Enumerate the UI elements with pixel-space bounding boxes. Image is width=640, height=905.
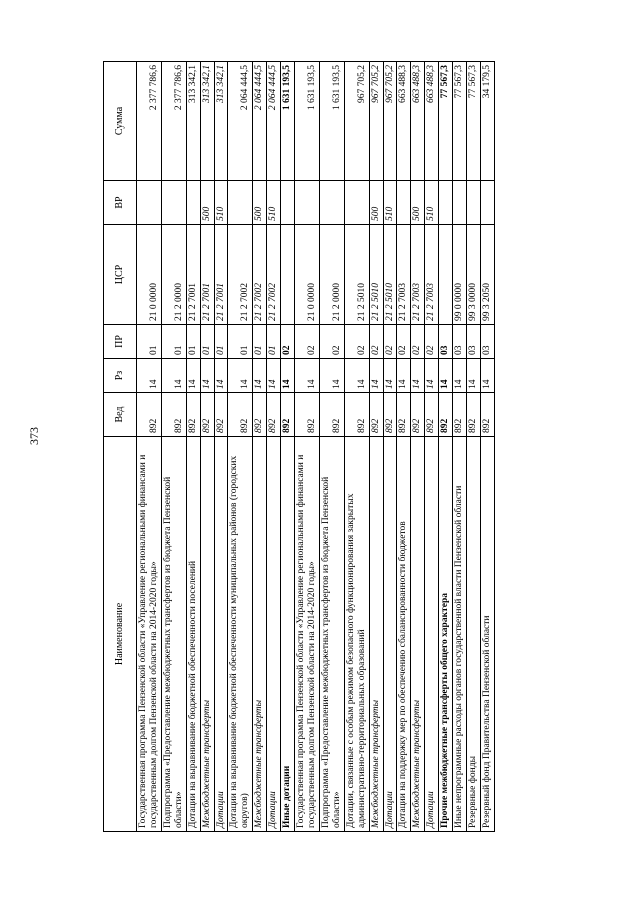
row-name: Дотации — [383, 437, 397, 832]
row-pr: 02 — [319, 325, 344, 359]
row-sum: 313 342,1 — [214, 62, 228, 181]
row-ved: 892 — [186, 393, 200, 437]
row-ved: 892 — [397, 393, 411, 437]
row-sum: 663 488,3 — [425, 62, 439, 181]
row-rz: 14 — [319, 359, 344, 393]
row-vr: 510 — [425, 181, 439, 225]
row-vr — [281, 181, 295, 225]
table-row — [425, 62, 439, 832]
row-vr — [161, 181, 186, 225]
row-sum: 2 377 786,6 — [137, 62, 162, 181]
row-rz: 14 — [186, 359, 200, 393]
table-row — [411, 62, 425, 832]
row-rz: 14 — [453, 359, 467, 393]
row-vr — [397, 181, 411, 225]
row-ved: 892 — [267, 393, 281, 437]
row-sum: 663 488,3 — [397, 62, 411, 181]
row-name: Дотации на поддержку мер по обеспечению сбалансированности бюджетов — [397, 437, 411, 832]
row-name: Подпрограмма «Предоставление межбюджетных трансфертов из бюджета Пензенской области» — [319, 437, 344, 832]
row-vr: 510 — [267, 181, 281, 225]
row-name: Межбюджетные трансферты — [369, 437, 383, 832]
row-ved: 892 — [411, 393, 425, 437]
table-body — [137, 62, 495, 832]
row-pr: 01 — [186, 325, 200, 359]
row-csr: 21 2 7002 — [253, 225, 267, 325]
row-sum: 1 631 193,5 — [319, 62, 344, 181]
row-vr: 500 — [200, 181, 214, 225]
row-pr: 02 — [383, 325, 397, 359]
table-row — [383, 62, 397, 832]
row-vr: 500 — [411, 181, 425, 225]
row-ved: 892 — [214, 393, 228, 437]
row-csr: 21 0 0000 — [295, 225, 320, 325]
row-pr: 01 — [161, 325, 186, 359]
table-row — [453, 62, 467, 832]
row-ved: 892 — [161, 393, 186, 437]
table-row — [267, 62, 281, 832]
row-ved: 892 — [383, 393, 397, 437]
row-ved: 892 — [344, 393, 369, 437]
row-sum: 1 631 193,5 — [295, 62, 320, 181]
row-rz: 14 — [267, 359, 281, 393]
row-vr — [344, 181, 369, 225]
row-rz: 14 — [344, 359, 369, 393]
row-name: Дотации, связанные с особым режимом безопасного функционирования закрытых административно-территориальных образований — [344, 437, 369, 832]
table-row — [161, 62, 186, 832]
row-pr: 03 — [480, 325, 494, 359]
row-csr: 21 2 5010 — [383, 225, 397, 325]
row-name: Межбюджетные трансферты — [411, 437, 425, 832]
row-rz: 14 — [369, 359, 383, 393]
header-sum: Сумма — [104, 62, 137, 181]
table-row — [186, 62, 200, 832]
row-name: Прочие межбюджетные трансферты общего характера — [439, 437, 453, 832]
row-csr: 21 2 5010 — [344, 225, 369, 325]
table-row — [397, 62, 411, 832]
table-row — [253, 62, 267, 832]
row-pr: 01 — [200, 325, 214, 359]
row-rz: 14 — [411, 359, 425, 393]
row-vr — [319, 181, 344, 225]
row-sum: 967 705,2 — [344, 62, 369, 181]
row-csr — [439, 225, 453, 325]
row-pr: 02 — [295, 325, 320, 359]
row-csr: 99 3 2050 — [480, 225, 494, 325]
row-ved: 892 — [480, 393, 494, 437]
row-rz: 14 — [425, 359, 439, 393]
header-vr: ВР — [104, 181, 137, 225]
row-csr: 21 2 0000 — [161, 225, 186, 325]
row-vr — [295, 181, 320, 225]
row-ved: 892 — [319, 393, 344, 437]
row-sum: 77 567,3 — [467, 62, 481, 181]
row-csr: 21 2 7003 — [425, 225, 439, 325]
row-vr — [467, 181, 481, 225]
row-csr: 21 2 7001 — [186, 225, 200, 325]
table-row — [344, 62, 369, 832]
row-name: Иные дотации — [281, 437, 295, 832]
row-name: Резервные фонды — [467, 437, 481, 832]
row-csr: 99 3 0000 — [467, 225, 481, 325]
row-vr: 510 — [214, 181, 228, 225]
row-csr: 99 0 0000 — [453, 225, 467, 325]
row-ved: 892 — [137, 393, 162, 437]
budget-table-container — [103, 62, 553, 832]
row-vr — [453, 181, 467, 225]
row-ved: 892 — [228, 393, 253, 437]
row-csr: 21 0 0000 — [137, 225, 162, 325]
row-rz: 14 — [383, 359, 397, 393]
row-name: Межбюджетные трансферты — [200, 437, 214, 832]
row-sum: 2 064 444,5 — [267, 62, 281, 181]
row-csr — [281, 225, 295, 325]
row-name: Межбюджетные трансферты — [253, 437, 267, 832]
row-rz: 14 — [253, 359, 267, 393]
row-sum: 2 064 444,5 — [253, 62, 267, 181]
row-vr — [480, 181, 494, 225]
table-row — [467, 62, 481, 832]
row-vr — [439, 181, 453, 225]
table-row — [228, 62, 253, 832]
row-ved: 892 — [467, 393, 481, 437]
row-pr: 01 — [253, 325, 267, 359]
row-csr: 21 2 0000 — [319, 225, 344, 325]
row-pr: 02 — [369, 325, 383, 359]
row-ved: 892 — [369, 393, 383, 437]
row-csr: 21 2 7001 — [214, 225, 228, 325]
row-sum: 313 342,1 — [200, 62, 214, 181]
row-vr — [186, 181, 200, 225]
row-pr: 02 — [397, 325, 411, 359]
row-rz: 14 — [161, 359, 186, 393]
row-name: Дотации — [267, 437, 281, 832]
row-rz: 14 — [137, 359, 162, 393]
header-csr: ЦСР — [104, 225, 137, 325]
row-rz: 14 — [200, 359, 214, 393]
row-csr: 21 2 7001 — [200, 225, 214, 325]
row-rz: 14 — [467, 359, 481, 393]
table-row — [439, 62, 453, 832]
row-name: Дотации — [425, 437, 439, 832]
table-row — [295, 62, 320, 832]
row-csr: 21 2 7002 — [267, 225, 281, 325]
row-pr: 02 — [425, 325, 439, 359]
row-rz: 14 — [281, 359, 295, 393]
row-csr: 21 2 7003 — [397, 225, 411, 325]
header-rz: Рз — [104, 359, 137, 393]
row-sum: 2 377 786,6 — [161, 62, 186, 181]
row-rz: 14 — [228, 359, 253, 393]
row-sum: 313 342,1 — [186, 62, 200, 181]
row-csr: 21 2 7003 — [411, 225, 425, 325]
row-name: Дотации на выравнивание бюджетной обеспеченности муниципальных районов (городских округов) — [228, 437, 253, 832]
row-pr: 03 — [439, 325, 453, 359]
header-name: Наименование — [104, 437, 137, 832]
row-rz: 14 — [439, 359, 453, 393]
row-rz: 14 — [397, 359, 411, 393]
row-name: Подпрограмма «Предоставление межбюджетных трансфертов из бюджета Пензенской области» — [161, 437, 186, 832]
table-row — [200, 62, 214, 832]
row-pr: 02 — [281, 325, 295, 359]
row-vr: 500 — [369, 181, 383, 225]
row-sum: 1 631 193,5 — [281, 62, 295, 181]
row-ved: 892 — [253, 393, 267, 437]
table-row — [137, 62, 162, 832]
row-ved: 892 — [295, 393, 320, 437]
row-vr: 510 — [383, 181, 397, 225]
row-ved: 892 — [439, 393, 453, 437]
table-row — [369, 62, 383, 832]
row-pr: 01 — [137, 325, 162, 359]
budget-table — [103, 61, 495, 832]
row-sum: 77 567,3 — [439, 62, 453, 181]
page-number: 373 — [27, 427, 41, 445]
header-ved: Вед — [104, 393, 137, 437]
row-sum: 663 488,3 — [411, 62, 425, 181]
row-vr — [228, 181, 253, 225]
row-pr: 01 — [214, 325, 228, 359]
table-row — [214, 62, 228, 832]
row-sum: 967 705,2 — [383, 62, 397, 181]
row-csr: 21 2 7002 — [228, 225, 253, 325]
row-rz: 14 — [214, 359, 228, 393]
row-pr: 01 — [228, 325, 253, 359]
row-name: Иные непрограммные расходы органов государственной власти Пензенской области — [453, 437, 467, 832]
row-name: Государственная программа Пензенской области «Управление региональными финансами и государственным долгом Пензенской области на 2014-2020 годы» — [295, 437, 320, 832]
row-vr: 500 — [253, 181, 267, 225]
row-name: Дотации — [214, 437, 228, 832]
row-rz: 14 — [295, 359, 320, 393]
table-row — [319, 62, 344, 832]
row-csr: 21 2 5010 — [369, 225, 383, 325]
row-sum: 34 179,5 — [480, 62, 494, 181]
row-ved: 892 — [453, 393, 467, 437]
row-vr — [137, 181, 162, 225]
row-pr: 01 — [267, 325, 281, 359]
row-name: Дотации на выравнивание бюджетной обеспеченности поселений — [186, 437, 200, 832]
table-row — [281, 62, 295, 832]
row-pr: 03 — [453, 325, 467, 359]
row-sum: 77 567,3 — [453, 62, 467, 181]
row-sum: 967 705,2 — [369, 62, 383, 181]
row-rz: 14 — [480, 359, 494, 393]
row-pr: 03 — [467, 325, 481, 359]
row-name: Государственная программа Пензенской области «Управление региональными финансами и государственным долгом Пензенской области на 2014-2020 годы» — [137, 437, 162, 832]
header-pr: ПР — [104, 325, 137, 359]
row-ved: 892 — [200, 393, 214, 437]
row-pr: 02 — [411, 325, 425, 359]
table-header-row — [104, 62, 137, 832]
table-row — [480, 62, 494, 832]
row-sum: 2 064 444,5 — [228, 62, 253, 181]
row-pr: 02 — [344, 325, 369, 359]
row-name: Резервный фонд Правительства Пензенской области — [480, 437, 494, 832]
row-ved: 892 — [281, 393, 295, 437]
row-ved: 892 — [425, 393, 439, 437]
